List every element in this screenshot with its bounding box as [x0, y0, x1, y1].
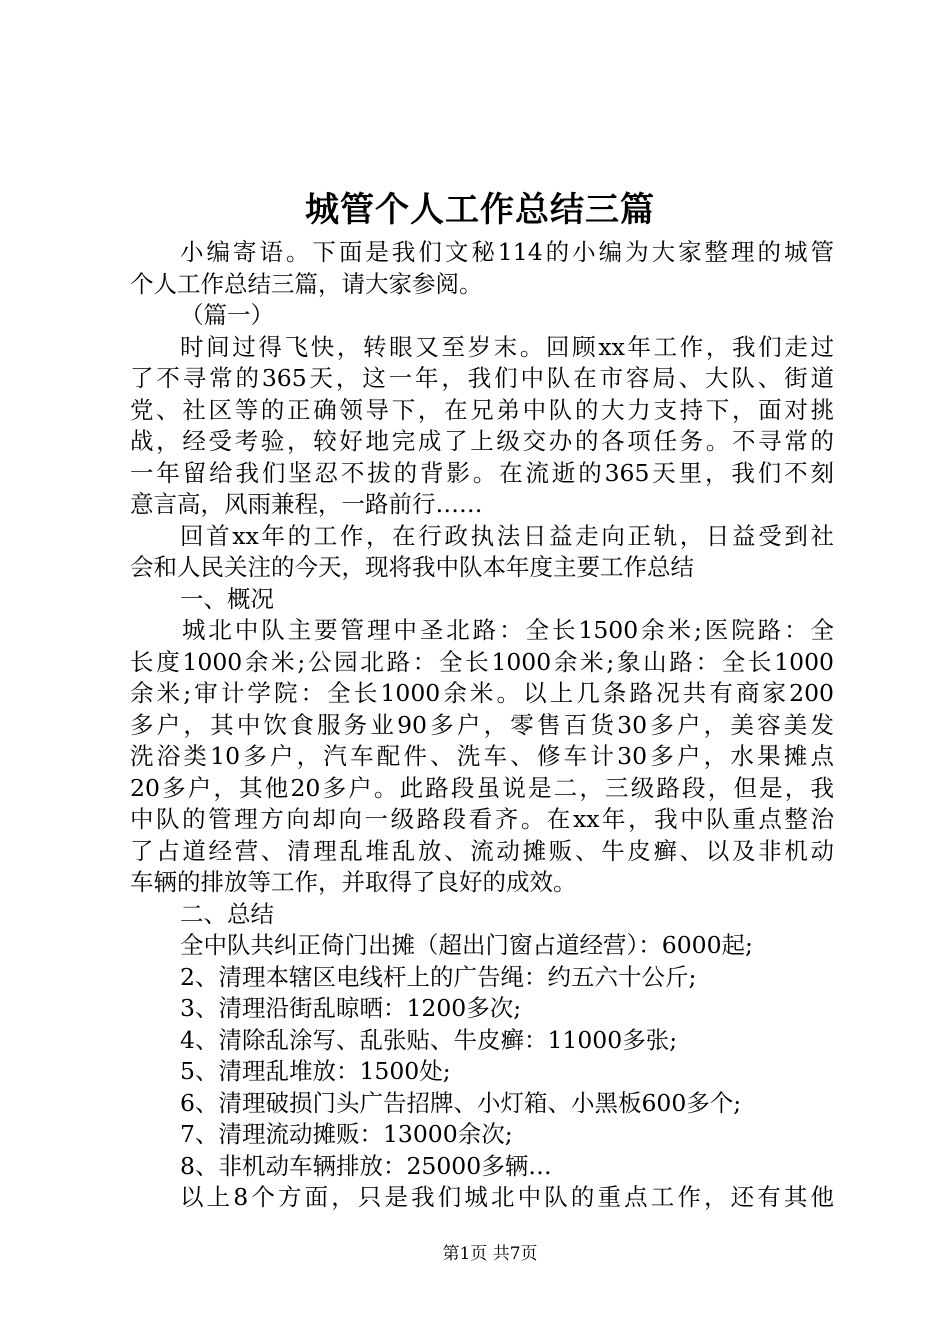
paragraph-line: 以上8个方面，只是我们城北中队的重点工作，还有其他: [180, 1183, 834, 1211]
paragraph-line: 20多户，其他20多户。此路段虽说是二，三级路段，但是，我: [130, 773, 834, 802]
section-heading: 二、总结: [180, 899, 274, 928]
page-number: 第1页 共7页: [442, 1244, 538, 1264]
paragraph-line: 长度1000余米;公园北路：全长1000余米;象山路：全长1000: [130, 647, 834, 676]
paragraph-line: 党、社区等的正确领导下，在兄弟中队的大力支持下，面对挑: [130, 395, 834, 424]
paragraph-line: 洗浴类10多户，汽车配件、洗车、修车计30多户，水果摊点: [130, 742, 834, 770]
list-item: 2、清理本辖区电线杆上的广告绳：约五六十公斤;: [180, 962, 697, 991]
paragraph-line: 回首xx年的工作，在行政执法日益走向正轨，日益受到社: [180, 521, 834, 550]
paragraph-line: 个人工作总结三篇，请大家参阅。: [130, 269, 483, 298]
document-body: [130, 237, 834, 1214]
paragraph-line: 战，经受考验，较好地完成了上级交办的各项任务。不寻常的: [130, 427, 834, 455]
paragraph-line: 多户，其中饮食服务业90多户，零售百货30多户，美容美发: [130, 710, 834, 739]
paragraph-line: 了不寻常的365天，这一年，我们中队在市容局、大队、街道: [130, 364, 834, 392]
paragraph-line: 意言高，风雨兼程，一路前行……: [130, 490, 483, 518]
section-heading: 一、概况: [180, 584, 274, 613]
paragraph-line: 了占道经营、清理乱堆乱放、流动摊贩、牛皮癣、以及非机动: [130, 836, 834, 865]
paragraph-line: 会和人民关注的今天，现将我中队本年度主要工作总结: [130, 553, 694, 581]
list-item: 5、清理乱堆放：1500处;: [180, 1057, 451, 1085]
list-item: 6、清理破损门头广告招牌、小灯箱、小黑板600多个;: [180, 1088, 742, 1117]
paragraph-line: 小编寄语。下面是我们文秘114的小编为大家整理的城管: [180, 238, 834, 266]
paragraph-line: 余米;审计学院：全长1000余米。以上几条路况共有商家200: [130, 679, 834, 707]
list-item: 3、清理沿街乱晾晒：1200多次;: [180, 994, 522, 1022]
list-item: 7、清理流动摊贩：13000余次;: [180, 1120, 513, 1148]
document-title: 城管个人工作总结三篇: [305, 190, 655, 230]
list-item: 4、清除乱涂写、乱张贴、牛皮癣：11000多张;: [180, 1025, 678, 1054]
list-item: 全中队共纠正倚门出摊（超出门窗占道经营）：6000起;: [180, 931, 753, 959]
list-item: 8、非机动车辆排放：25000多辆…: [180, 1151, 552, 1180]
paragraph-line: 车辆的排放等工作，并取得了良好的成效。: [130, 868, 577, 896]
section-heading: （篇一）: [180, 301, 274, 329]
paragraph-line: 时间过得飞快，转眼又至岁末。回顾xx年工作，我们走过: [180, 332, 834, 361]
paragraph-line: 城北中队主要管理中圣北路：全长1500余米;医院路：全: [182, 616, 834, 644]
paragraph-line: 中队的管理方向却向一级路段看齐。在xx年，我中队重点整治: [130, 805, 834, 833]
paragraph-line: 一年留给我们坚忍不拔的背影。在流逝的365天里，我们不刻: [130, 458, 834, 487]
